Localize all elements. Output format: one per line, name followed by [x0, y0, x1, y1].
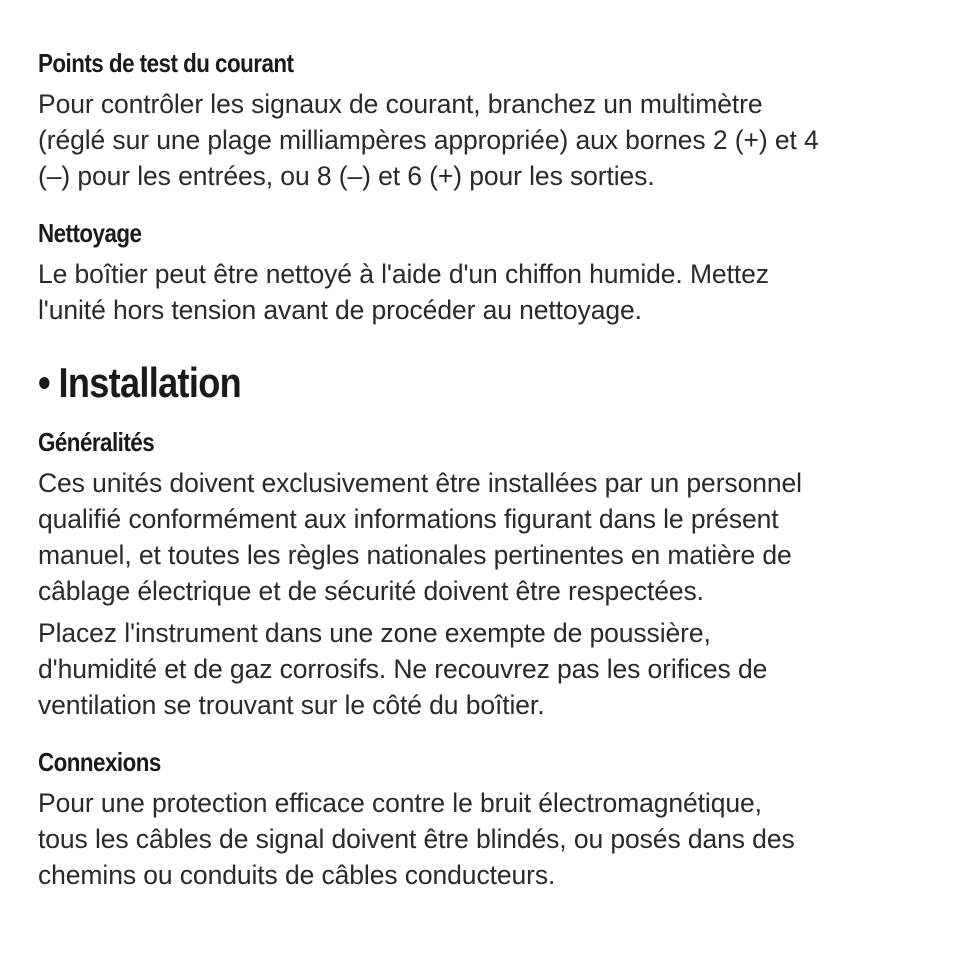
text-line: chemins ou conduits de câbles conducteurs. — [38, 860, 556, 890]
text-line: qualifié conformément aux informations figurant dans le présent — [38, 504, 779, 534]
text-line: manuel, et toutes les règles nationales pertinentes en matière de — [38, 540, 792, 570]
text-line: Pour une protection efficace contre le bruit électromagnétique, — [38, 788, 762, 818]
heading-connections: Connexions — [38, 747, 161, 777]
heading-current-test-points: Points de test du courant — [38, 48, 294, 78]
paragraph-connections — [38, 785, 918, 893]
bullet-icon: • — [38, 359, 50, 406]
text-line: ventilation se trouvant sur le côté du boîtier. — [38, 690, 545, 720]
text-line: Ces unités doivent exclusivement être installées par un personnel — [38, 468, 802, 498]
text-line: (–) pour les entrées, ou 8 (–) et 6 (+) pour les sorties. — [38, 161, 655, 191]
paragraph-general-1 — [38, 465, 918, 609]
text-line: Placez l'instrument dans une zone exempte de poussière, — [38, 618, 711, 648]
paragraph-general-2 — [38, 615, 918, 723]
paragraph-current-test-points — [38, 86, 918, 194]
section-title-text: Installation — [58, 359, 241, 406]
text-line: Le boîtier peut être nettoyé à l'aide d'un chiffon humide. Mettez — [38, 259, 769, 289]
paragraph-cleaning — [38, 256, 918, 328]
text-line: câblage électrique et de sécurité doivent être respectées. — [38, 576, 704, 606]
text-line: (réglé sur une plage milliampères appropriée) aux bornes 2 (+) et 4 — [38, 125, 819, 155]
heading-cleaning: Nettoyage — [38, 218, 142, 248]
text-line: l'unité hors tension avant de procéder au nettoyage. — [38, 295, 642, 325]
text-line: Pour contrôler les signaux de courant, branchez un multimètre — [38, 89, 763, 119]
text-line: d'humidité et de gaz corrosifs. Ne recouvrez pas les orifices de — [38, 654, 768, 684]
heading-general: Généralités — [38, 427, 155, 457]
section-title-installation — [38, 359, 241, 407]
text-line: tous les câbles de signal doivent être blindés, ou posés dans des — [38, 824, 795, 854]
